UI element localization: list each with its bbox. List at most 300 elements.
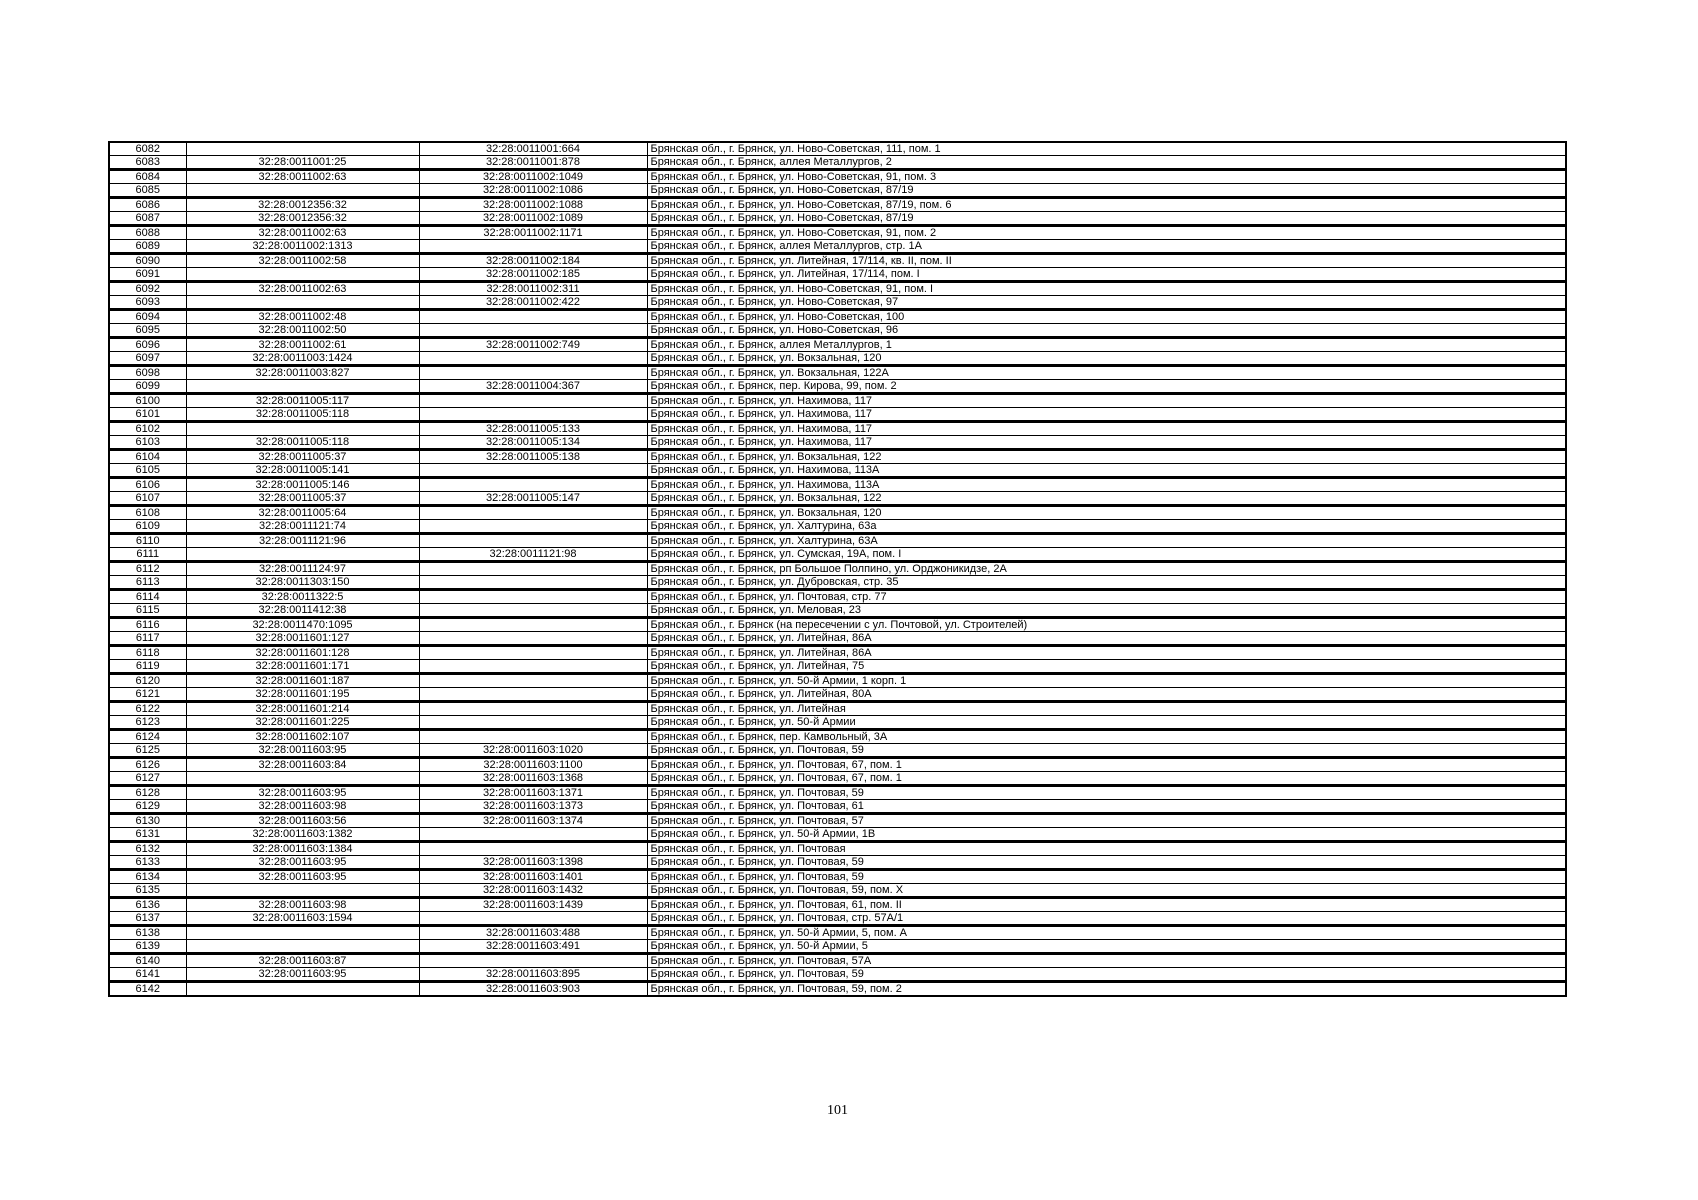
cadastral-number-1-cell: 32:28:0011603:87 — [186, 954, 419, 968]
row-number-cell: 6098 — [109, 366, 186, 380]
cadastral-number-1-cell: 32:28:0011005:64 — [186, 506, 419, 520]
cadastral-number-2-cell: 32:28:0011005:134 — [419, 436, 647, 450]
table-row — [109, 618, 1566, 632]
row-number-cell: 6128 — [109, 786, 186, 800]
cadastral-number-1-cell: 32:28:0012356:32 — [186, 212, 419, 226]
table-row — [109, 856, 1566, 870]
address-cell: Брянская обл., г. Брянск, ул. Сумская, 19А, пом. I — [647, 548, 1566, 562]
address-cell: Брянская обл., г. Брянск, рп Большое Полпино, ул. Орджоникидзе, 2А — [647, 562, 1566, 576]
table-row — [109, 730, 1566, 744]
table-row — [109, 786, 1566, 800]
table-row — [109, 702, 1566, 716]
address-cell: Брянская обл., г. Брянск, ул. Вокзальная, 122А — [647, 366, 1566, 380]
cadastral-number-1-cell — [186, 772, 419, 786]
table-row — [109, 674, 1566, 688]
row-number-cell: 6097 — [109, 352, 186, 366]
cadastral-number-1-cell: 32:28:0011601:187 — [186, 674, 419, 688]
row-number-cell: 6099 — [109, 380, 186, 394]
cadastral-number-1-cell: 32:28:0011124:97 — [186, 562, 419, 576]
table-row — [109, 324, 1566, 338]
table-row — [109, 534, 1566, 548]
row-number-cell: 6139 — [109, 940, 186, 954]
table-row — [109, 254, 1566, 268]
cadastral-number-2-cell: 32:28:0011603:895 — [419, 968, 647, 982]
cadastral-number-2-cell — [419, 912, 647, 926]
address-cell: Брянская обл., г. Брянск (на пересечении с ул. Почтовой, ул. Строителей) — [647, 618, 1566, 632]
address-cell: Брянская обл., г. Брянск, ул. 50-й Армии, 5 — [647, 940, 1566, 954]
table-row — [109, 842, 1566, 856]
cadastral-number-1-cell: 32:28:0011005:37 — [186, 450, 419, 464]
table-row — [109, 492, 1566, 506]
cadastral-number-1-cell: 32:28:0011470:1095 — [186, 618, 419, 632]
cadastral-number-2-cell — [419, 324, 647, 338]
address-cell: Брянская обл., г. Брянск, ул. Ново-Советская, 91, пом. 3 — [647, 170, 1566, 184]
address-cell: Брянская обл., г. Брянск, ул. Вокзальная, 122 — [647, 492, 1566, 506]
cadastral-number-2-cell: 32:28:0011603:1368 — [419, 772, 647, 786]
cadastral-number-2-cell: 32:28:0011603:1432 — [419, 884, 647, 898]
address-cell: Брянская обл., г. Брянск, ул. 50-й Армии, 5, пом. А — [647, 926, 1566, 940]
cadastral-number-1-cell: 32:28:0011603:95 — [186, 744, 419, 758]
row-number-cell: 6121 — [109, 688, 186, 702]
cadastral-number-2-cell — [419, 954, 647, 968]
row-number-cell: 6094 — [109, 310, 186, 324]
address-cell: Брянская обл., г. Брянск, ул. Литейная, 17/114, пом. I — [647, 268, 1566, 282]
address-cell: Брянская обл., г. Брянск, ул. Дубровская, стр. 35 — [647, 576, 1566, 590]
cadastral-number-2-cell — [419, 618, 647, 632]
page-number: 101 — [827, 1103, 848, 1118]
row-number-cell: 6114 — [109, 590, 186, 604]
cadastral-table-container — [108, 141, 1567, 997]
address-cell: Брянская обл., г. Брянск, аллея Металлургов, 1 — [647, 338, 1566, 352]
cadastral-number-1-cell: 32:28:0011002:63 — [186, 170, 419, 184]
row-number-cell: 6108 — [109, 506, 186, 520]
cadastral-number-2-cell — [419, 576, 647, 590]
row-number-cell: 6105 — [109, 464, 186, 478]
cadastral-number-2-cell — [419, 562, 647, 576]
table-row — [109, 646, 1566, 660]
table-row — [109, 338, 1566, 352]
cadastral-number-1-cell: 32:28:0011005:37 — [186, 492, 419, 506]
table-row — [109, 548, 1566, 562]
row-number-cell: 6133 — [109, 856, 186, 870]
cadastral-number-2-cell — [419, 534, 647, 548]
table-row — [109, 576, 1566, 590]
address-cell: Брянская обл., г. Брянск, ул. Почтовая, 59 — [647, 870, 1566, 884]
cadastral-number-1-cell: 32:28:0011603:98 — [186, 898, 419, 912]
address-cell: Брянская обл., г. Брянск, ул. Почтовая, 59 — [647, 968, 1566, 982]
table-row — [109, 632, 1566, 646]
address-cell: Брянская обл., г. Брянск, ул. Почтовая, 59 — [647, 856, 1566, 870]
row-number-cell: 6119 — [109, 660, 186, 674]
cadastral-number-1-cell: 32:28:0011322:5 — [186, 590, 419, 604]
cadastral-number-2-cell: 32:28:0011002:1049 — [419, 170, 647, 184]
row-number-cell: 6125 — [109, 744, 186, 758]
row-number-cell: 6089 — [109, 240, 186, 254]
table-row — [109, 184, 1566, 198]
cadastral-number-1-cell: 32:28:0011005:117 — [186, 394, 419, 408]
row-number-cell: 6106 — [109, 478, 186, 492]
cadastral-number-1-cell: 32:28:0011002:58 — [186, 254, 419, 268]
cadastral-number-2-cell: 32:28:0011005:133 — [419, 422, 647, 436]
row-number-cell: 6120 — [109, 674, 186, 688]
table-row — [109, 912, 1566, 926]
address-cell: Брянская обл., г. Брянск, ул. Ново-Советская, 96 — [647, 324, 1566, 338]
row-number-cell: 6130 — [109, 814, 186, 828]
table-row — [109, 212, 1566, 226]
row-number-cell: 6140 — [109, 954, 186, 968]
address-cell: Брянская обл., г. Брянск, ул. Халтурина, 63А — [647, 534, 1566, 548]
cadastral-number-1-cell: 32:28:0011601:128 — [186, 646, 419, 660]
row-number-cell: 6090 — [109, 254, 186, 268]
cadastral-number-2-cell: 32:28:0011001:878 — [419, 156, 647, 170]
cadastral-number-2-cell — [419, 674, 647, 688]
cadastral-number-2-cell: 32:28:0011002:1089 — [419, 212, 647, 226]
cadastral-number-1-cell — [186, 142, 419, 156]
cadastral-number-1-cell: 32:28:0011005:118 — [186, 408, 419, 422]
table-row — [109, 464, 1566, 478]
cadastral-number-1-cell — [186, 184, 419, 198]
cadastral-number-1-cell: 32:28:0011002:63 — [186, 282, 419, 296]
cadastral-number-2-cell — [419, 702, 647, 716]
address-cell: Брянская обл., г. Брянск, ул. Ново-Советская, 87/19 — [647, 212, 1566, 226]
address-cell: Брянская обл., г. Брянск, ул. Нахимова, 117 — [647, 436, 1566, 450]
table-row — [109, 660, 1566, 674]
cadastral-number-1-cell: 32:28:0011601:127 — [186, 632, 419, 646]
table-row — [109, 828, 1566, 842]
address-cell: Брянская обл., г. Брянск, ул. Почтовая, 59 — [647, 786, 1566, 800]
cadastral-number-2-cell — [419, 366, 647, 380]
row-number-cell: 6122 — [109, 702, 186, 716]
table-row — [109, 884, 1566, 898]
cadastral-number-2-cell — [419, 730, 647, 744]
cadastral-number-2-cell — [419, 506, 647, 520]
cadastral-number-1-cell — [186, 982, 419, 997]
table-row — [109, 366, 1566, 380]
cadastral-number-1-cell: 32:28:0011412:38 — [186, 604, 419, 618]
address-cell: Брянская обл., г. Брянск, ул. Почтовая, стр. 77 — [647, 590, 1566, 604]
address-cell: Брянская обл., г. Брянск, ул. Почтовая, 59 — [647, 744, 1566, 758]
cadastral-number-1-cell: 32:28:0012356:32 — [186, 198, 419, 212]
table-row — [109, 772, 1566, 786]
row-number-cell: 6095 — [109, 324, 186, 338]
cadastral-number-2-cell: 32:28:0011002:184 — [419, 254, 647, 268]
table-row — [109, 926, 1566, 940]
address-cell: Брянская обл., г. Брянск, ул. Вокзальная, 120 — [647, 506, 1566, 520]
cadastral-number-1-cell — [186, 926, 419, 940]
address-cell: Брянская обл., г. Брянск, пер. Кирова, 99, пом. 2 — [647, 380, 1566, 394]
cadastral-number-2-cell: 32:28:0011603:488 — [419, 926, 647, 940]
row-number-cell: 6123 — [109, 716, 186, 730]
cadastral-number-2-cell: 32:28:0011121:98 — [419, 548, 647, 562]
cadastral-number-1-cell: 32:28:0011601:225 — [186, 716, 419, 730]
address-cell: Брянская обл., г. Брянск, пер. Камвольный, 3А — [647, 730, 1566, 744]
row-number-cell: 6103 — [109, 436, 186, 450]
table-row — [109, 716, 1566, 730]
row-number-cell: 6100 — [109, 394, 186, 408]
cadastral-number-1-cell — [186, 884, 419, 898]
address-cell: Брянская обл., г. Брянск, ул. 50-й Армии — [647, 716, 1566, 730]
row-number-cell: 6131 — [109, 828, 186, 842]
address-cell: Брянская обл., г. Брянск, ул. Вокзальная, 122 — [647, 450, 1566, 464]
row-number-cell: 6111 — [109, 548, 186, 562]
cadastral-number-2-cell — [419, 604, 647, 618]
cadastral-number-2-cell — [419, 590, 647, 604]
table-row — [109, 310, 1566, 324]
row-number-cell: 6134 — [109, 870, 186, 884]
row-number-cell: 6091 — [109, 268, 186, 282]
cadastral-number-1-cell: 32:28:0011601:214 — [186, 702, 419, 716]
cadastral-number-2-cell: 32:28:0011603:1401 — [419, 870, 647, 884]
address-cell: Брянская обл., г. Брянск, ул. Почтовая, 61, пом. II — [647, 898, 1566, 912]
cadastral-number-2-cell: 32:28:0011603:903 — [419, 982, 647, 997]
table-row — [109, 968, 1566, 982]
cadastral-number-2-cell — [419, 478, 647, 492]
cadastral-number-1-cell: 32:28:0011603:1384 — [186, 842, 419, 856]
table-row — [109, 240, 1566, 254]
cadastral-number-1-cell: 32:28:0011002:1313 — [186, 240, 419, 254]
row-number-cell: 6116 — [109, 618, 186, 632]
row-number-cell: 6137 — [109, 912, 186, 926]
cadastral-number-2-cell: 32:28:0011603:1439 — [419, 898, 647, 912]
cadastral-number-2-cell — [419, 394, 647, 408]
row-number-cell: 6117 — [109, 632, 186, 646]
table-row — [109, 380, 1566, 394]
row-number-cell: 6088 — [109, 226, 186, 240]
cadastral-number-2-cell — [419, 716, 647, 730]
address-cell: Брянская обл., г. Брянск, ул. Почтовая, 67, пом. 1 — [647, 772, 1566, 786]
address-cell: Брянская обл., г. Брянск, ул. Ново-Советская, 100 — [647, 310, 1566, 324]
cadastral-number-1-cell: 32:28:0011603:95 — [186, 856, 419, 870]
row-number-cell: 6093 — [109, 296, 186, 310]
cadastral-number-2-cell: 32:28:0011603:1100 — [419, 758, 647, 772]
table-row — [109, 814, 1566, 828]
cadastral-number-2-cell: 32:28:0011005:138 — [419, 450, 647, 464]
cadastral-number-2-cell: 32:28:0011005:147 — [419, 492, 647, 506]
cadastral-number-2-cell — [419, 842, 647, 856]
cadastral-number-2-cell — [419, 408, 647, 422]
row-number-cell: 6118 — [109, 646, 186, 660]
table-row — [109, 940, 1566, 954]
cadastral-number-1-cell — [186, 422, 419, 436]
row-number-cell: 6085 — [109, 184, 186, 198]
address-cell: Брянская обл., г. Брянск, ул. Почтовая — [647, 842, 1566, 856]
cadastral-number-1-cell — [186, 548, 419, 562]
cadastral-number-1-cell: 32:28:0011002:48 — [186, 310, 419, 324]
address-cell: Брянская обл., г. Брянск, ул. Литейная, 86А — [647, 646, 1566, 660]
row-number-cell: 6135 — [109, 884, 186, 898]
cadastral-number-1-cell — [186, 940, 419, 954]
address-cell: Брянская обл., г. Брянск, ул. Нахимова, 117 — [647, 394, 1566, 408]
cadastral-number-1-cell: 32:28:0011603:56 — [186, 814, 419, 828]
cadastral-number-2-cell: 32:28:0011002:311 — [419, 282, 647, 296]
table-row — [109, 800, 1566, 814]
table-row — [109, 422, 1566, 436]
cadastral-number-2-cell: 32:28:0011603:1398 — [419, 856, 647, 870]
address-cell: Брянская обл., г. Брянск, ул. Почтовая, 57А — [647, 954, 1566, 968]
address-cell: Брянская обл., г. Брянск, ул. Меловая, 23 — [647, 604, 1566, 618]
address-cell: Брянская обл., г. Брянск, аллея Металлургов, стр. 1А — [647, 240, 1566, 254]
cadastral-number-2-cell: 32:28:0011002:1171 — [419, 226, 647, 240]
row-number-cell: 6092 — [109, 282, 186, 296]
row-number-cell: 6132 — [109, 842, 186, 856]
cadastral-number-2-cell: 32:28:0011603:1371 — [419, 786, 647, 800]
cadastral-number-2-cell: 32:28:0011603:1020 — [419, 744, 647, 758]
row-number-cell: 6109 — [109, 520, 186, 534]
address-cell: Брянская обл., г. Брянск, ул. Литейная, 80А — [647, 688, 1566, 702]
address-cell: Брянская обл., г. Брянск, ул. 50-й Армии, 1В — [647, 828, 1566, 842]
address-cell: Брянская обл., г. Брянск, ул. Почтовая, 59, пом. 2 — [647, 982, 1566, 997]
row-number-cell: 6096 — [109, 338, 186, 352]
cadastral-number-1-cell: 32:28:0011603:1382 — [186, 828, 419, 842]
row-number-cell: 6129 — [109, 800, 186, 814]
address-cell: Брянская обл., г. Брянск, ул. Нахимова, 117 — [647, 422, 1566, 436]
cadastral-number-1-cell — [186, 296, 419, 310]
address-cell: Брянская обл., г. Брянск, ул. Ново-Советская, 91, пом. I — [647, 282, 1566, 296]
address-cell: Брянская обл., г. Брянск, ул. Почтовая, стр. 57А/1 — [647, 912, 1566, 926]
table-row — [109, 758, 1566, 772]
cadastral-number-2-cell: 32:28:0011002:1086 — [419, 184, 647, 198]
address-cell: Брянская обл., г. Брянск, ул. Нахимова, 113А — [647, 478, 1566, 492]
cadastral-number-1-cell: 32:28:0011603:95 — [186, 786, 419, 800]
address-cell: Брянская обл., г. Брянск, ул. Почтовая, 67, пом. 1 — [647, 758, 1566, 772]
table-row — [109, 268, 1566, 282]
cadastral-number-1-cell: 32:28:0011001:25 — [186, 156, 419, 170]
cadastral-number-1-cell: 32:28:0011603:98 — [186, 800, 419, 814]
table-row — [109, 604, 1566, 618]
row-number-cell: 6115 — [109, 604, 186, 618]
table-row — [109, 688, 1566, 702]
cadastral-number-1-cell: 32:28:0011303:150 — [186, 576, 419, 590]
row-number-cell: 6102 — [109, 422, 186, 436]
row-number-cell: 6107 — [109, 492, 186, 506]
table-row — [109, 520, 1566, 534]
address-cell: Брянская обл., г. Брянск, ул. Литейная, 75 — [647, 660, 1566, 674]
cadastral-number-1-cell: 32:28:0011005:118 — [186, 436, 419, 450]
cadastral-number-2-cell — [419, 688, 647, 702]
cadastral-number-1-cell: 32:28:0011121:74 — [186, 520, 419, 534]
table-row — [109, 142, 1566, 156]
address-cell: Брянская обл., г. Брянск, ул. Ново-Советская, 87/19, пом. 6 — [647, 198, 1566, 212]
cadastral-number-2-cell — [419, 632, 647, 646]
table-row — [109, 898, 1566, 912]
table-row — [109, 436, 1566, 450]
cadastral-number-2-cell: 32:28:0011603:1373 — [419, 800, 647, 814]
table-row — [109, 478, 1566, 492]
address-cell: Брянская обл., г. Брянск, ул. Почтовая, 61 — [647, 800, 1566, 814]
cadastral-number-2-cell: 32:28:0011002:422 — [419, 296, 647, 310]
row-number-cell: 6112 — [109, 562, 186, 576]
table-row — [109, 394, 1566, 408]
row-number-cell: 6084 — [109, 170, 186, 184]
cadastral-number-2-cell — [419, 646, 647, 660]
table-row — [109, 506, 1566, 520]
row-number-cell: 6126 — [109, 758, 186, 772]
table-body — [109, 142, 1566, 996]
cadastral-number-1-cell: 32:28:0011603:84 — [186, 758, 419, 772]
cadastral-number-2-cell: 32:28:0011004:367 — [419, 380, 647, 394]
row-number-cell: 6113 — [109, 576, 186, 590]
address-cell: Брянская обл., г. Брянск, ул. Халтурина, 63а — [647, 520, 1566, 534]
cadastral-number-1-cell: 32:28:0011005:141 — [186, 464, 419, 478]
row-number-cell: 6124 — [109, 730, 186, 744]
table-row — [109, 954, 1566, 968]
cadastral-number-1-cell: 32:28:0011121:96 — [186, 534, 419, 548]
table-row — [109, 282, 1566, 296]
address-cell: Брянская обл., г. Брянск, ул. Ново-Советская, 97 — [647, 296, 1566, 310]
cadastral-number-1-cell: 32:28:0011002:63 — [186, 226, 419, 240]
cadastral-number-1-cell — [186, 268, 419, 282]
cadastral-table — [108, 141, 1567, 997]
address-cell: Брянская обл., г. Брянск, ул. Нахимова, 117 — [647, 408, 1566, 422]
address-cell: Брянская обл., г. Брянск, ул. Ново-Советская, 87/19 — [647, 184, 1566, 198]
table-row — [109, 170, 1566, 184]
cadastral-number-2-cell — [419, 828, 647, 842]
cadastral-number-1-cell: 32:28:0011602:107 — [186, 730, 419, 744]
cadastral-number-2-cell — [419, 520, 647, 534]
cadastral-number-1-cell: 32:28:0011603:95 — [186, 968, 419, 982]
address-cell: Брянская обл., г. Брянск, ул. Литейная, 17/114, кв. II, пом. II — [647, 254, 1566, 268]
cadastral-number-2-cell: 32:28:0011002:1088 — [419, 198, 647, 212]
table-row — [109, 226, 1566, 240]
row-number-cell: 6086 — [109, 198, 186, 212]
cadastral-number-2-cell — [419, 464, 647, 478]
row-number-cell: 6142 — [109, 982, 186, 997]
table-row — [109, 870, 1566, 884]
cadastral-number-1-cell: 32:28:0011003:1424 — [186, 352, 419, 366]
address-cell: Брянская обл., г. Брянск, ул. Ново-Советская, 91, пом. 2 — [647, 226, 1566, 240]
cadastral-number-1-cell: 32:28:0011005:146 — [186, 478, 419, 492]
cadastral-number-2-cell — [419, 660, 647, 674]
cadastral-number-1-cell: 32:28:0011003:827 — [186, 366, 419, 380]
address-cell: Брянская обл., г. Брянск, ул. Почтовая, 59, пом. X — [647, 884, 1566, 898]
address-cell: Брянская обл., г. Брянск, ул. 50-й Армии, 1 корп. 1 — [647, 674, 1566, 688]
cadastral-number-2-cell — [419, 352, 647, 366]
cadastral-number-2-cell: 32:28:0011603:1374 — [419, 814, 647, 828]
cadastral-number-1-cell: 32:28:0011601:171 — [186, 660, 419, 674]
cadastral-number-2-cell: 32:28:0011002:749 — [419, 338, 647, 352]
row-number-cell: 6136 — [109, 898, 186, 912]
row-number-cell: 6110 — [109, 534, 186, 548]
address-cell: Брянская обл., г. Брянск, ул. Нахимова, 113А — [647, 464, 1566, 478]
table-row — [109, 744, 1566, 758]
table-row — [109, 408, 1566, 422]
address-cell: Брянская обл., г. Брянск, аллея Металлургов, 2 — [647, 156, 1566, 170]
address-cell: Брянская обл., г. Брянск, ул. Ново-Советская, 111, пом. 1 — [647, 142, 1566, 156]
table-row — [109, 590, 1566, 604]
cadastral-number-2-cell: 32:28:0011603:491 — [419, 940, 647, 954]
cadastral-number-2-cell: 32:28:0011002:185 — [419, 268, 647, 282]
table-row — [109, 352, 1566, 366]
row-number-cell: 6083 — [109, 156, 186, 170]
cadastral-number-1-cell: 32:28:0011603:1594 — [186, 912, 419, 926]
cadastral-number-1-cell: 32:28:0011601:195 — [186, 688, 419, 702]
cadastral-number-2-cell: 32:28:0011001:664 — [419, 142, 647, 156]
row-number-cell: 6082 — [109, 142, 186, 156]
row-number-cell: 6138 — [109, 926, 186, 940]
table-row — [109, 156, 1566, 170]
row-number-cell: 6104 — [109, 450, 186, 464]
cadastral-number-1-cell: 32:28:0011002:61 — [186, 338, 419, 352]
row-number-cell: 6141 — [109, 968, 186, 982]
cadastral-number-1-cell: 32:28:0011002:50 — [186, 324, 419, 338]
cadastral-number-2-cell — [419, 240, 647, 254]
row-number-cell: 6087 — [109, 212, 186, 226]
table-row — [109, 562, 1566, 576]
table-row — [109, 450, 1566, 464]
row-number-cell: 6127 — [109, 772, 186, 786]
cadastral-number-1-cell — [186, 380, 419, 394]
table-row — [109, 198, 1566, 212]
